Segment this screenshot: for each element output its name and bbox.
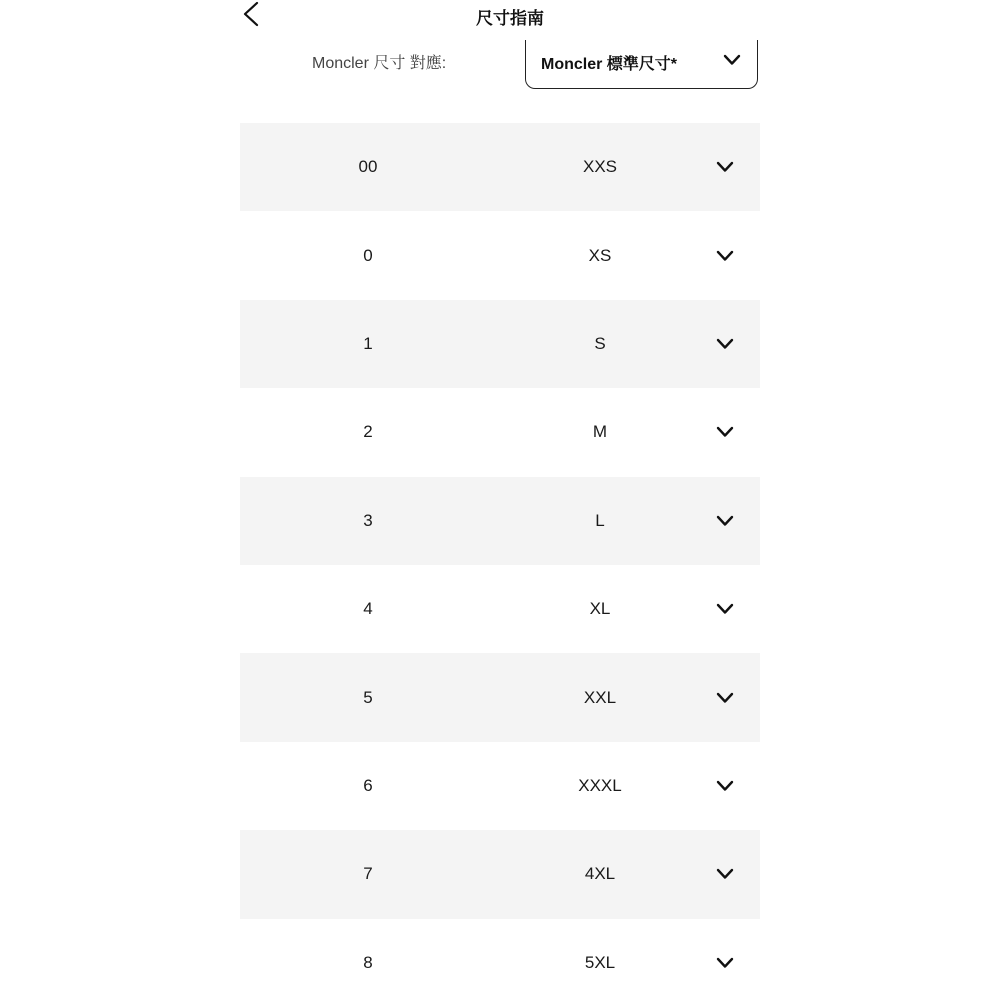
- size-number: 5: [363, 687, 373, 707]
- size-number: 7: [363, 864, 373, 884]
- size-system-dropdown[interactable]: [525, 40, 758, 89]
- size-table: [240, 123, 760, 1000]
- size-row[interactable]: [240, 565, 760, 653]
- chevron-down-icon[interactable]: [716, 868, 734, 880]
- size-label: S: [594, 333, 606, 353]
- size-number: 8: [363, 952, 373, 972]
- size-number: 2: [363, 422, 373, 442]
- size-label: 4XL: [584, 864, 616, 884]
- size-number: 1: [363, 333, 373, 353]
- size-label: L: [595, 510, 605, 530]
- size-label: XS: [588, 245, 612, 265]
- size-row[interactable]: [240, 653, 760, 741]
- chevron-down-icon[interactable]: [716, 515, 734, 527]
- size-row[interactable]: [240, 477, 760, 565]
- size-row[interactable]: [240, 830, 760, 918]
- size-number: 00: [358, 157, 378, 177]
- page-title: 尺寸指南: [476, 9, 544, 28]
- chevron-down-icon[interactable]: [716, 426, 734, 438]
- size-label: XL: [589, 599, 611, 619]
- size-row[interactable]: [240, 388, 760, 476]
- chevron-down-icon[interactable]: [716, 338, 734, 350]
- size-system-label: Moncler 尺寸 對應:: [312, 55, 447, 72]
- size-number: 0: [363, 245, 373, 265]
- top-bar: [240, 0, 760, 30]
- size-system-selector-row: [240, 40, 760, 92]
- size-label: M: [592, 422, 608, 442]
- size-label: 5XL: [584, 952, 616, 972]
- size-number: 6: [363, 775, 373, 795]
- chevron-down-icon[interactable]: [716, 250, 734, 262]
- size-row[interactable]: [240, 919, 760, 1000]
- size-guide-screen: [240, 0, 760, 1000]
- size-label: XXXL: [578, 775, 622, 795]
- chevron-down-icon[interactable]: [716, 603, 734, 615]
- size-row[interactable]: [240, 211, 760, 299]
- size-label: XXS: [582, 157, 618, 177]
- size-row[interactable]: [240, 123, 760, 211]
- chevron-down-icon[interactable]: [716, 780, 734, 792]
- size-label: XXL: [583, 687, 617, 707]
- chevron-down-icon: [723, 54, 741, 66]
- size-number: 4: [363, 599, 373, 619]
- size-row[interactable]: [240, 300, 760, 388]
- chevron-down-icon[interactable]: [716, 161, 734, 173]
- size-number: 3: [363, 510, 373, 530]
- chevron-down-icon[interactable]: [716, 957, 734, 969]
- size-row[interactable]: [240, 742, 760, 830]
- size-system-selected-value: Moncler 標準尺寸*: [541, 56, 678, 73]
- chevron-down-icon[interactable]: [716, 692, 734, 704]
